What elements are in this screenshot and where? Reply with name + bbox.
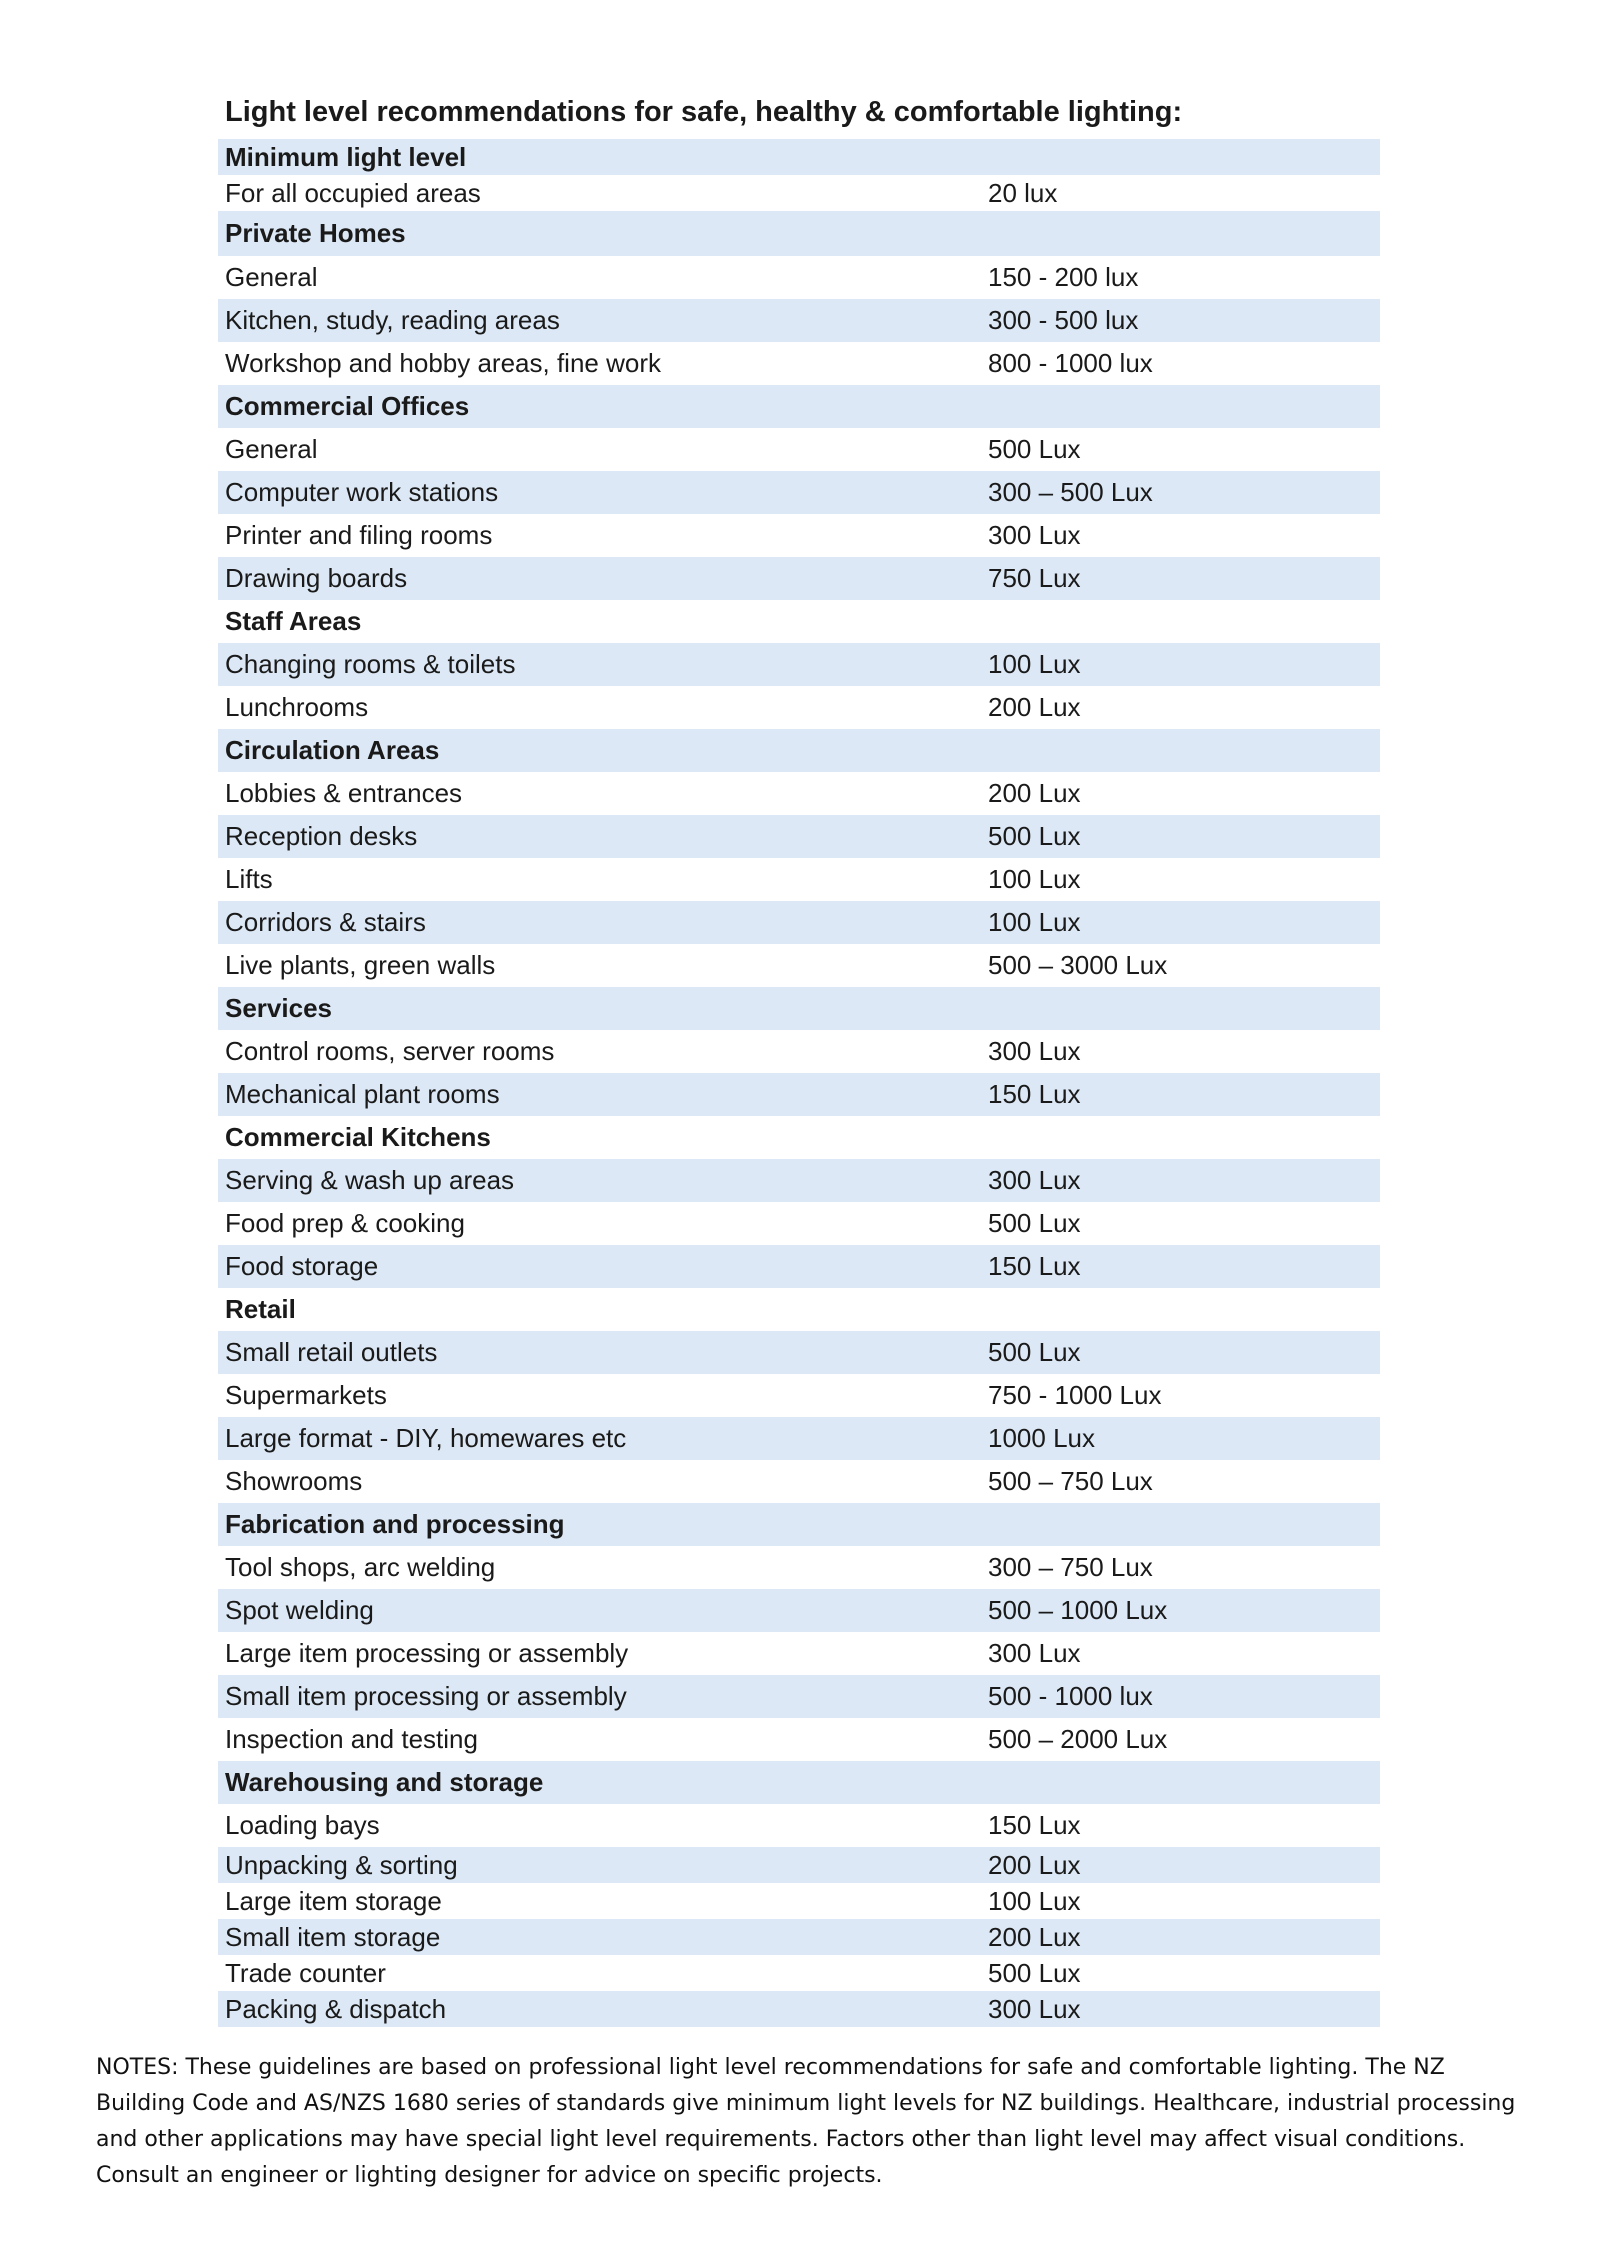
lux-level-cell: 750 Lux [976,557,1380,600]
section-header-row [218,1503,1380,1546]
table-row [218,815,1380,858]
notes-paragraph: NOTES: These guidelines are based on professional light level recommendations for safe and comfortable lighting. The NZ Building Code and AS/NZS 1680 series of standards give minimum light levels for NZ buildings. Healthcare, industrial processing and other applications may have special light level requirements. Factors other than light level may affect visual conditions. Consult an engineer or lighting designer for advice on specific projects. [96,2055,1516,2188]
area-cell: Kitchen, study, reading areas [218,299,976,342]
table-row [218,1331,1380,1374]
lux-level-cell: 500 – 3000 Lux [988,950,1168,980]
lux-level-cell: 200 Lux [976,1919,1380,1955]
section-title: Retail [225,1294,296,1324]
lux-level-cell: 500 – 1000 Lux [976,1589,1380,1632]
lux-level-cell: 750 - 1000 Lux [988,1380,1162,1410]
table-row [218,1991,1380,2027]
table-row [218,686,1380,729]
lux-level-cell: 200 Lux [976,1847,1380,1883]
area-cell: Lunchrooms [225,692,369,722]
table-row [218,1374,1380,1417]
table-row [218,1546,1380,1589]
lux-level-cell: 300 Lux [976,1991,1380,2027]
lux-level-cell [976,139,1380,175]
lux-level-cell: 100 Lux [988,1885,1081,1916]
section-header-row [218,729,1380,772]
section-title: Commercial Kitchens [225,1122,491,1152]
lux-level-cell: 500 Lux [988,434,1081,464]
area-cell: Large item storage [225,1885,442,1916]
area-cell: Drawing boards [218,557,976,600]
lux-level-cell [976,600,1380,643]
section-title: Fabrication and processing [218,1503,976,1546]
area-cell: Unpacking & sorting [218,1847,976,1883]
table-row [218,1159,1380,1202]
table-row [218,1589,1380,1632]
area-cell: Showrooms [225,1466,363,1496]
area-cell: Food prep & cooking [225,1208,465,1238]
section-header-row [218,211,1380,256]
table-row [218,901,1380,944]
table-row [218,1804,1380,1847]
area-cell: Loading bays [225,1810,380,1840]
table-row [218,1718,1380,1761]
lux-level-cell: 1000 Lux [976,1417,1380,1460]
table-row [218,1632,1380,1675]
area-cell: Reception desks [218,815,976,858]
table-row [218,1919,1380,1955]
section-title: Services [218,987,976,1030]
lux-level-cell: 300 – 500 Lux [976,471,1380,514]
lux-level-cell: 200 Lux [988,692,1081,722]
lux-level-cell: 300 - 500 lux [976,299,1380,342]
lux-level-cell [976,987,1380,1030]
light-level-table-body [218,139,1380,2027]
lux-level-cell: 150 Lux [976,1245,1380,1288]
lux-level-cell: 800 - 1000 lux [988,348,1153,378]
table-row [218,944,1380,987]
area-cell: Large format - DIY, homewares etc [218,1417,976,1460]
light-level-table [218,139,1380,2027]
table-row [218,1202,1380,1245]
area-cell: Tool shops, arc welding [225,1552,496,1582]
table-row [218,1030,1380,1073]
lux-level-cell: 100 Lux [988,864,1081,894]
table-row [218,342,1380,385]
table-row [218,1955,1380,1991]
lux-level-cell: 200 Lux [988,778,1081,808]
lux-level-cell: 150 Lux [988,1810,1081,1840]
area-cell: Changing rooms & toilets [218,643,976,686]
area-cell: Inspection and testing [225,1724,478,1754]
table-row [218,858,1380,901]
table-row [218,1073,1380,1116]
table-row [218,1883,1380,1919]
lux-level-cell: 500 - 1000 lux [976,1675,1380,1718]
lux-level-cell: 500 Lux [976,1331,1380,1374]
lux-level-cell: 100 Lux [976,643,1380,686]
section-title: Staff Areas [225,606,362,636]
section-title: Warehousing and storage [218,1761,976,1804]
area-cell: Serving & wash up areas [218,1159,976,1202]
section-header-row [218,987,1380,1030]
table-row [218,1675,1380,1718]
lux-level-cell [976,211,1380,256]
area-cell: Printer and filing rooms [225,520,493,550]
lux-level-cell: 300 Lux [976,1159,1380,1202]
section-header-row [218,1116,1380,1159]
section-title: Circulation Areas [218,729,976,772]
lux-level-cell: 20 lux [988,177,1058,208]
table-row [218,471,1380,514]
area-cell: Small item storage [218,1919,976,1955]
table-row [218,1245,1380,1288]
area-cell: Food storage [218,1245,976,1288]
table-row [218,1460,1380,1503]
lux-level-cell [976,1116,1380,1159]
lux-level-cell: 300 Lux [988,520,1081,550]
area-cell: General [225,262,318,292]
table-row [218,256,1380,299]
section-header-row [218,1761,1380,1804]
lux-level-cell [976,385,1380,428]
area-cell: Corridors & stairs [218,901,976,944]
table-row [218,643,1380,686]
area-cell: Workshop and hobby areas, fine work [225,348,661,378]
lux-level-cell: 500 Lux [976,815,1380,858]
area-cell: Live plants, green walls [225,950,496,980]
area-cell: Spot welding [218,1589,976,1632]
section-title: Minimum light level [218,139,976,175]
lux-level-cell: 150 - 200 lux [988,262,1139,292]
table-row [218,175,1380,211]
lux-level-cell: 150 Lux [976,1073,1380,1116]
section-title: Private Homes [218,211,976,256]
table-row [218,1847,1380,1883]
area-cell: Supermarkets [225,1380,387,1410]
page-title: Light level recommendations for safe, healthy & comfortable lighting: [225,96,1183,128]
area-cell: Lifts [225,864,273,894]
area-cell: Mechanical plant rooms [218,1073,976,1116]
table-row [218,428,1380,471]
lux-level-cell [976,1503,1380,1546]
area-cell: Control rooms, server rooms [225,1036,555,1066]
area-cell: Large item processing or assembly [225,1638,629,1668]
area-cell: Trade counter [225,1957,386,1988]
table-row [218,557,1380,600]
lux-level-cell: 300 – 750 Lux [988,1552,1153,1582]
table-row [218,1417,1380,1460]
lux-level-cell [976,1288,1380,1331]
lux-level-cell [976,1761,1380,1804]
section-header-row [218,385,1380,428]
area-cell: Lobbies & entrances [225,778,463,808]
area-cell: Small retail outlets [218,1331,976,1374]
lux-level-cell: 100 Lux [976,901,1380,944]
lux-level-cell: 300 Lux [988,1638,1081,1668]
lux-level-cell [976,729,1380,772]
lux-level-cell: 500 Lux [988,1208,1081,1238]
section-header-row [218,139,1380,175]
section-header-row [218,1288,1380,1331]
lux-level-cell: 500 – 750 Lux [988,1466,1153,1496]
area-cell: Packing & dispatch [218,1991,976,2027]
lux-level-cell: 300 Lux [988,1036,1081,1066]
lux-level-cell: 500 Lux [988,1957,1081,1988]
table-row [218,772,1380,815]
section-header-row [218,600,1380,643]
lux-level-cell: 500 – 2000 Lux [988,1724,1168,1754]
area-cell: General [225,434,318,464]
area-cell: Small item processing or assembly [218,1675,976,1718]
table-row [218,299,1380,342]
area-cell: Computer work stations [218,471,976,514]
table-row [218,514,1380,557]
area-cell: For all occupied areas [225,177,481,208]
section-title: Commercial Offices [218,385,976,428]
